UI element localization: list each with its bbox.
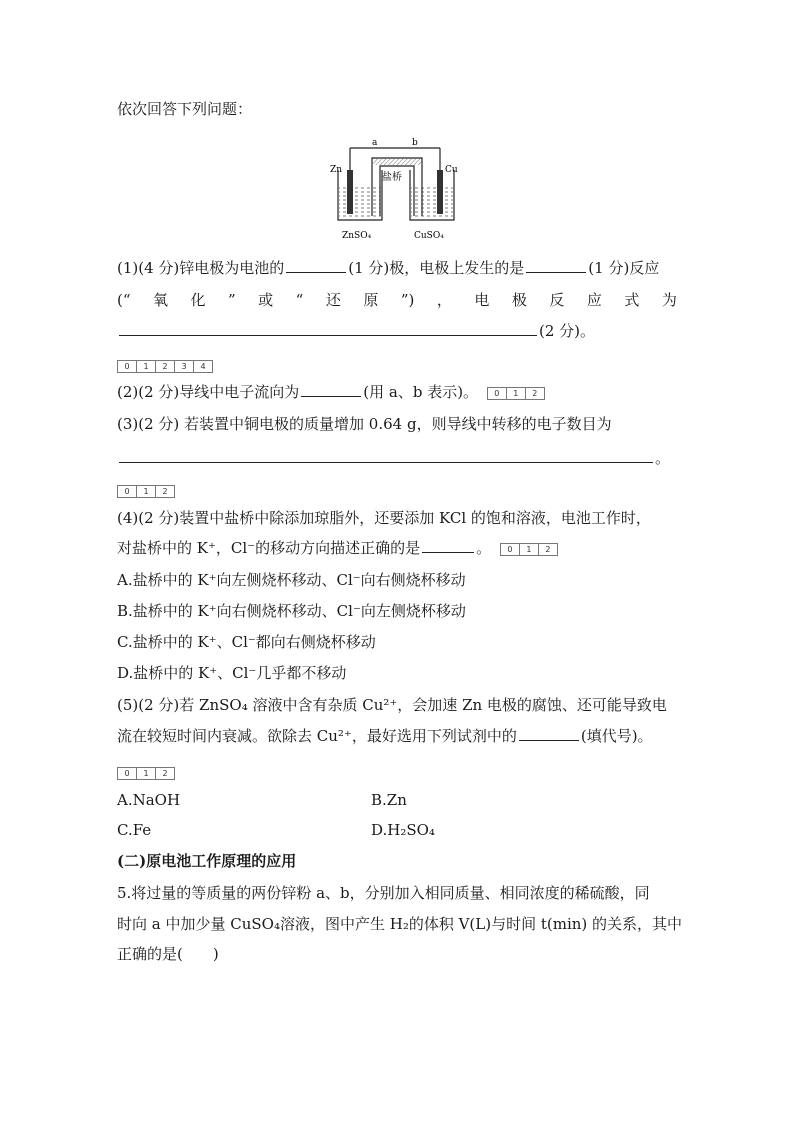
q1-text-1: (1)(4 分)锌电极为电池的: [117, 259, 285, 277]
q5-option-a[interactable]: A.NaOH: [117, 791, 181, 809]
q1-score-box: [117, 356, 213, 375]
score-cell[interactable]: 3: [175, 361, 194, 372]
q2-text-1: (2)(2 分)导线中电子流向为: [117, 383, 300, 401]
score-cell[interactable]: 0: [118, 361, 137, 372]
q4-line2: [117, 537, 558, 559]
q1-text-3: (1 分)反应: [588, 259, 660, 277]
q1-row2-token: ，: [436, 291, 452, 309]
q3-end: 。: [655, 449, 671, 467]
q5-option-c[interactable]: C.Fe: [117, 821, 152, 839]
q4-option-a[interactable]: A.盐桥中的 K⁺向左侧烧杯移动、Cl⁻向右侧烧杯移动: [117, 571, 466, 589]
score-cell[interactable]: 4: [200, 362, 206, 371]
q5-line2: [117, 725, 653, 747]
q3-score-box: [117, 481, 175, 500]
score-cell[interactable]: 2: [162, 487, 168, 496]
q1-row2-token: 式: [624, 291, 640, 309]
score-cell[interactable]: 0: [501, 544, 520, 555]
wire-label-a: a: [372, 138, 378, 148]
q1-blank-equation[interactable]: [119, 320, 537, 336]
q4-blank[interactable]: [422, 537, 474, 553]
q1-row2-token: 还: [325, 291, 341, 309]
q4-text-2: 。: [476, 539, 492, 557]
score-cell[interactable]: 0: [118, 486, 137, 497]
score-cell[interactable]: 1: [520, 544, 539, 555]
znso4-label: ZnSO₄: [342, 231, 372, 241]
q4-option-c[interactable]: C.盐桥中的 K⁺、Cl⁻都向右侧烧杯移动: [117, 633, 376, 651]
q1-text-4: (2 分)。: [539, 322, 596, 340]
q1-blank-reaction[interactable]: [526, 257, 586, 273]
q1-row2-token: 极: [511, 291, 527, 309]
q1-row2-token: “: [295, 291, 304, 309]
q1-row2-token: 应: [586, 291, 602, 309]
q6-line3: 正确的是( ): [117, 945, 219, 963]
cuso4-label: CuSO₄: [414, 231, 444, 241]
q1-text-2: (1 分)极，电极上发生的是: [348, 259, 525, 277]
zn-electrode-label: Zn: [330, 165, 343, 175]
q1-row2-token: 反: [549, 291, 565, 309]
q1-row2-token: ”): [400, 291, 415, 309]
q3-line1: (3)(2 分) 若装置中铜电极的质量增加 0.64 g，则导线中转移的电子数目为: [117, 415, 612, 433]
q1-line2: [117, 289, 677, 311]
wire-label-b: b: [412, 138, 418, 148]
q1-row2-token: 化: [190, 291, 206, 309]
q1-line1: [117, 257, 659, 279]
q1-row2-token: 氧: [153, 291, 169, 309]
q5-text-1: 流在较短时间内衰减。欲除去 Cu²⁺，最好选用下列试剂中的: [117, 727, 517, 745]
intro-text: 依次回答下列问题：: [117, 100, 253, 118]
score-cell[interactable]: 2: [545, 544, 551, 554]
q1-blank-pole[interactable]: [286, 257, 346, 273]
score-cell[interactable]: 1: [137, 768, 156, 779]
score-cell[interactable]: 1: [137, 361, 156, 372]
galvanic-cell-diagram: [330, 134, 460, 244]
score-cell[interactable]: 0: [488, 388, 507, 399]
q1-row2-token: (“: [117, 291, 131, 309]
q4-line1: (4)(2 分)装置中盐桥中除添加琼脂外，还要添加 KCl 的饱和溶液，电池工作时，: [117, 509, 651, 527]
q5-line1: (5)(2 分)若 ZnSO₄ 溶液中含有杂质 Cu²⁺，会加速 Zn 电极的腐蚀、还可能导致电: [117, 696, 667, 714]
score-cell[interactable]: 0: [118, 768, 137, 779]
q4-option-b[interactable]: B.盐桥中的 K⁺向右侧烧杯移动、Cl⁻向左侧烧杯移动: [117, 602, 466, 620]
score-cell[interactable]: 1: [507, 388, 526, 399]
score-cell[interactable]: 2: [532, 388, 538, 398]
score-cell[interactable]: 2: [162, 769, 168, 778]
cu-electrode-label: Cu: [445, 165, 458, 175]
q3-blank[interactable]: [119, 447, 653, 463]
q4-text-1: 对盐桥中的 K⁺，Cl⁻的移动方向描述正确的是: [117, 539, 421, 557]
salt-bridge-label: 盐桥: [382, 172, 402, 183]
q1-row2-token: 为: [661, 291, 677, 309]
q5-option-b[interactable]: B.Zn: [371, 791, 407, 809]
q2-line: [117, 381, 545, 403]
q4-option-d[interactable]: D.盐桥中的 K⁺、Cl⁻几乎都不移动: [117, 664, 347, 682]
q6-line1: 5.将过量的等质量的两份锌粉 a、b，分别加入相同质量、相同浓度的稀硫酸，同: [117, 884, 650, 902]
q5-blank[interactable]: [519, 725, 579, 741]
score-cell[interactable]: 1: [137, 486, 156, 497]
q2-text-2: (用 a、b 表示)。: [363, 383, 479, 401]
q6-line2: 时向 a 中加少量 CuSO₄溶液，图中产生 H₂的体积 V(L)与时间 t(min) 的关系，其中: [117, 915, 683, 933]
q2-blank[interactable]: [301, 381, 361, 397]
q5-text-2: (填代号)。: [580, 727, 653, 745]
q3-line2: [117, 447, 670, 469]
section-heading: (二)原电池工作原理的应用: [117, 852, 297, 870]
score-cell[interactable]: 2: [156, 361, 175, 372]
q1-row2-token: 或: [258, 291, 274, 309]
q1-row2-token: ”: [228, 291, 236, 309]
q1-line3: [117, 320, 595, 342]
q1-row2-token: 电: [474, 291, 490, 309]
q5-score-box: [117, 763, 175, 782]
q5-option-d[interactable]: D.H₂SO₄: [371, 821, 435, 839]
q1-row2-token: 原: [363, 291, 379, 309]
